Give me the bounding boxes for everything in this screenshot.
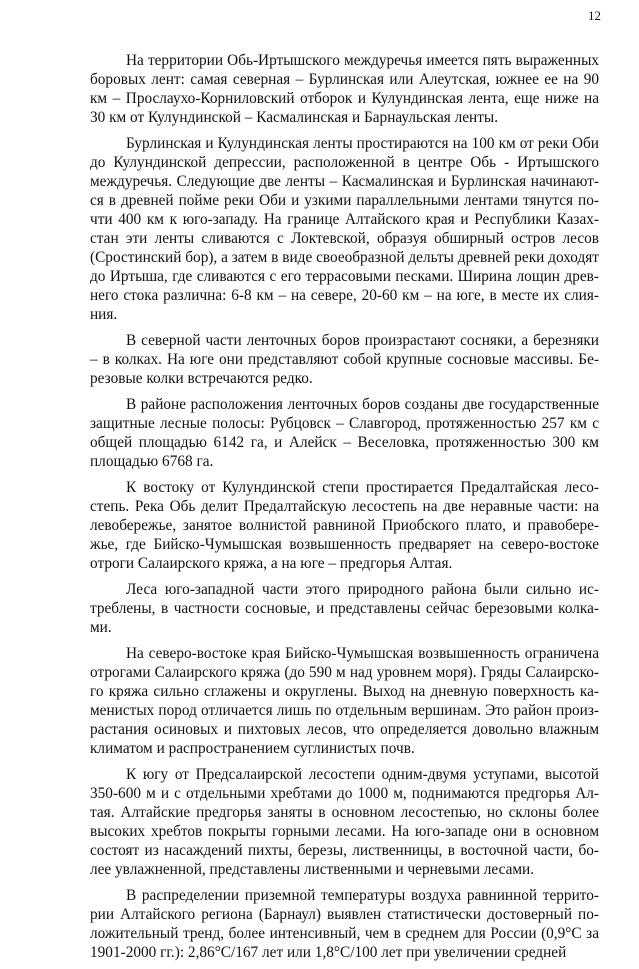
- paragraph-temperature-trend: В распределении приземной температуры воздуха равнинной территории Алтайского региона (Барнаул) выявлен статистически достоверный положительный тренд, более интенсивный, чем в среднем для России (0,9°С за 1901-2000 гг.): 2,86°С/167 лет или 1,8°С/100 лет при увеличении средней: [90, 887, 599, 961]
- text-body: [90, 51, 599, 969]
- page-number: 12: [588, 8, 601, 23]
- paragraph-boreal-strips: На территории Обь-Иртышского междуречья имеется пять выраженных боровых лент: самая северная – Бурлинская или Алеутская, южнее ее на 90 км – Прослаухо-Корниловский отборок и Кулундинская лента, еще ниже на 30 км от Кулундинской – Касмалинская и Барнаульская ленты.: [90, 52, 599, 126]
- paragraph-altai-foothills: К югу от Предсалаирской лесостепи одним-двумя уступами, высотой 350-600 м и с отдельными хребтами до 1000 м, поднимаются предгорья Алтая. Алтайские предгорья заняты в основном лесостепью, но склоны более высоких хребтов покрыты горными лесами. На юго-западе они в основном состоят из насаждений пихты, березы, лиственницы, в восточной части, более увлажненной, представлены лиственными и черневыми лесами.: [90, 766, 599, 878]
- paragraph-predaltai-forest-steppe: К востоку от Кулундинской степи простирается Предалтайская лесостепь. Река Обь делит Предалтайскую лесостепь на две неравные части: на левобережье, занятое волнистой равниной Приобского плато, и правобережье, где Бийско-Чумышская возвышенность предваряет на северо-востоке отроги Салаирского кряжа, а на юге – предгорья Алтая.: [90, 479, 599, 572]
- paragraph-strip-extent: Бурлинская и Кулундинская ленты простираются на 100 км от реки Оби до Кулундинской депрессии, расположенной в центре Обь - Иртышского междуречья. Следующие две ленты – Касмалинская и Бурлинская начинаются в древней пойме реки Оби и узкими параллельными лентами тянутся почти 400 км к юго-западу. На границе Алтайского края и Республики Казахстан эти ленты сливаются с Локтевской, образуя обширный остров лесов (Сростинский бор), а затем в виде своеобразной дельты древней реки доходят до Иртыша, где сливаются с его террасовыми песками. Ширина лощин древнего стока различна: 6-8 км – на севере, 20-60 км – на юге, в месте их слияния.: [90, 135, 599, 323]
- paragraph-northern-forests: В северной части ленточных боров произрастают сосняки, а березняки – в колках. На юге они представляют собой крупные сосновые массивы. Березовые колки встречаются редко.: [90, 332, 599, 387]
- paragraph-protective-belts: В районе расположения ленточных боров созданы две государственные защитные лесные полосы: Рубцовск – Славгород, протяженностью 257 км с общей площадью 6142 га, и Алейск – Веселовка, протяженностью 300 км площадью 6768 га.: [90, 396, 599, 470]
- paragraph-salair-ridge: На северо-востоке края Бийско-Чумышская возвышенность ограничена отрогами Салаирского кряжа (до 590 м над уровнем моря). Гряды Салаирского кряжа сильно сглажены и округлены. Выход на дневную поверхность каменистых пород отличается лишь по отдельным вершинам. Это район произрастания осиновых и пихтовых лесов, что определяется довольно влажным климатом и распространением суглинистых почв.: [90, 645, 599, 757]
- paragraph-southwest-forests: Леса юго-западной части этого природного района были сильно истреблены, в частности сосновые, и представлены сейчас березовыми колками.: [90, 581, 599, 636]
